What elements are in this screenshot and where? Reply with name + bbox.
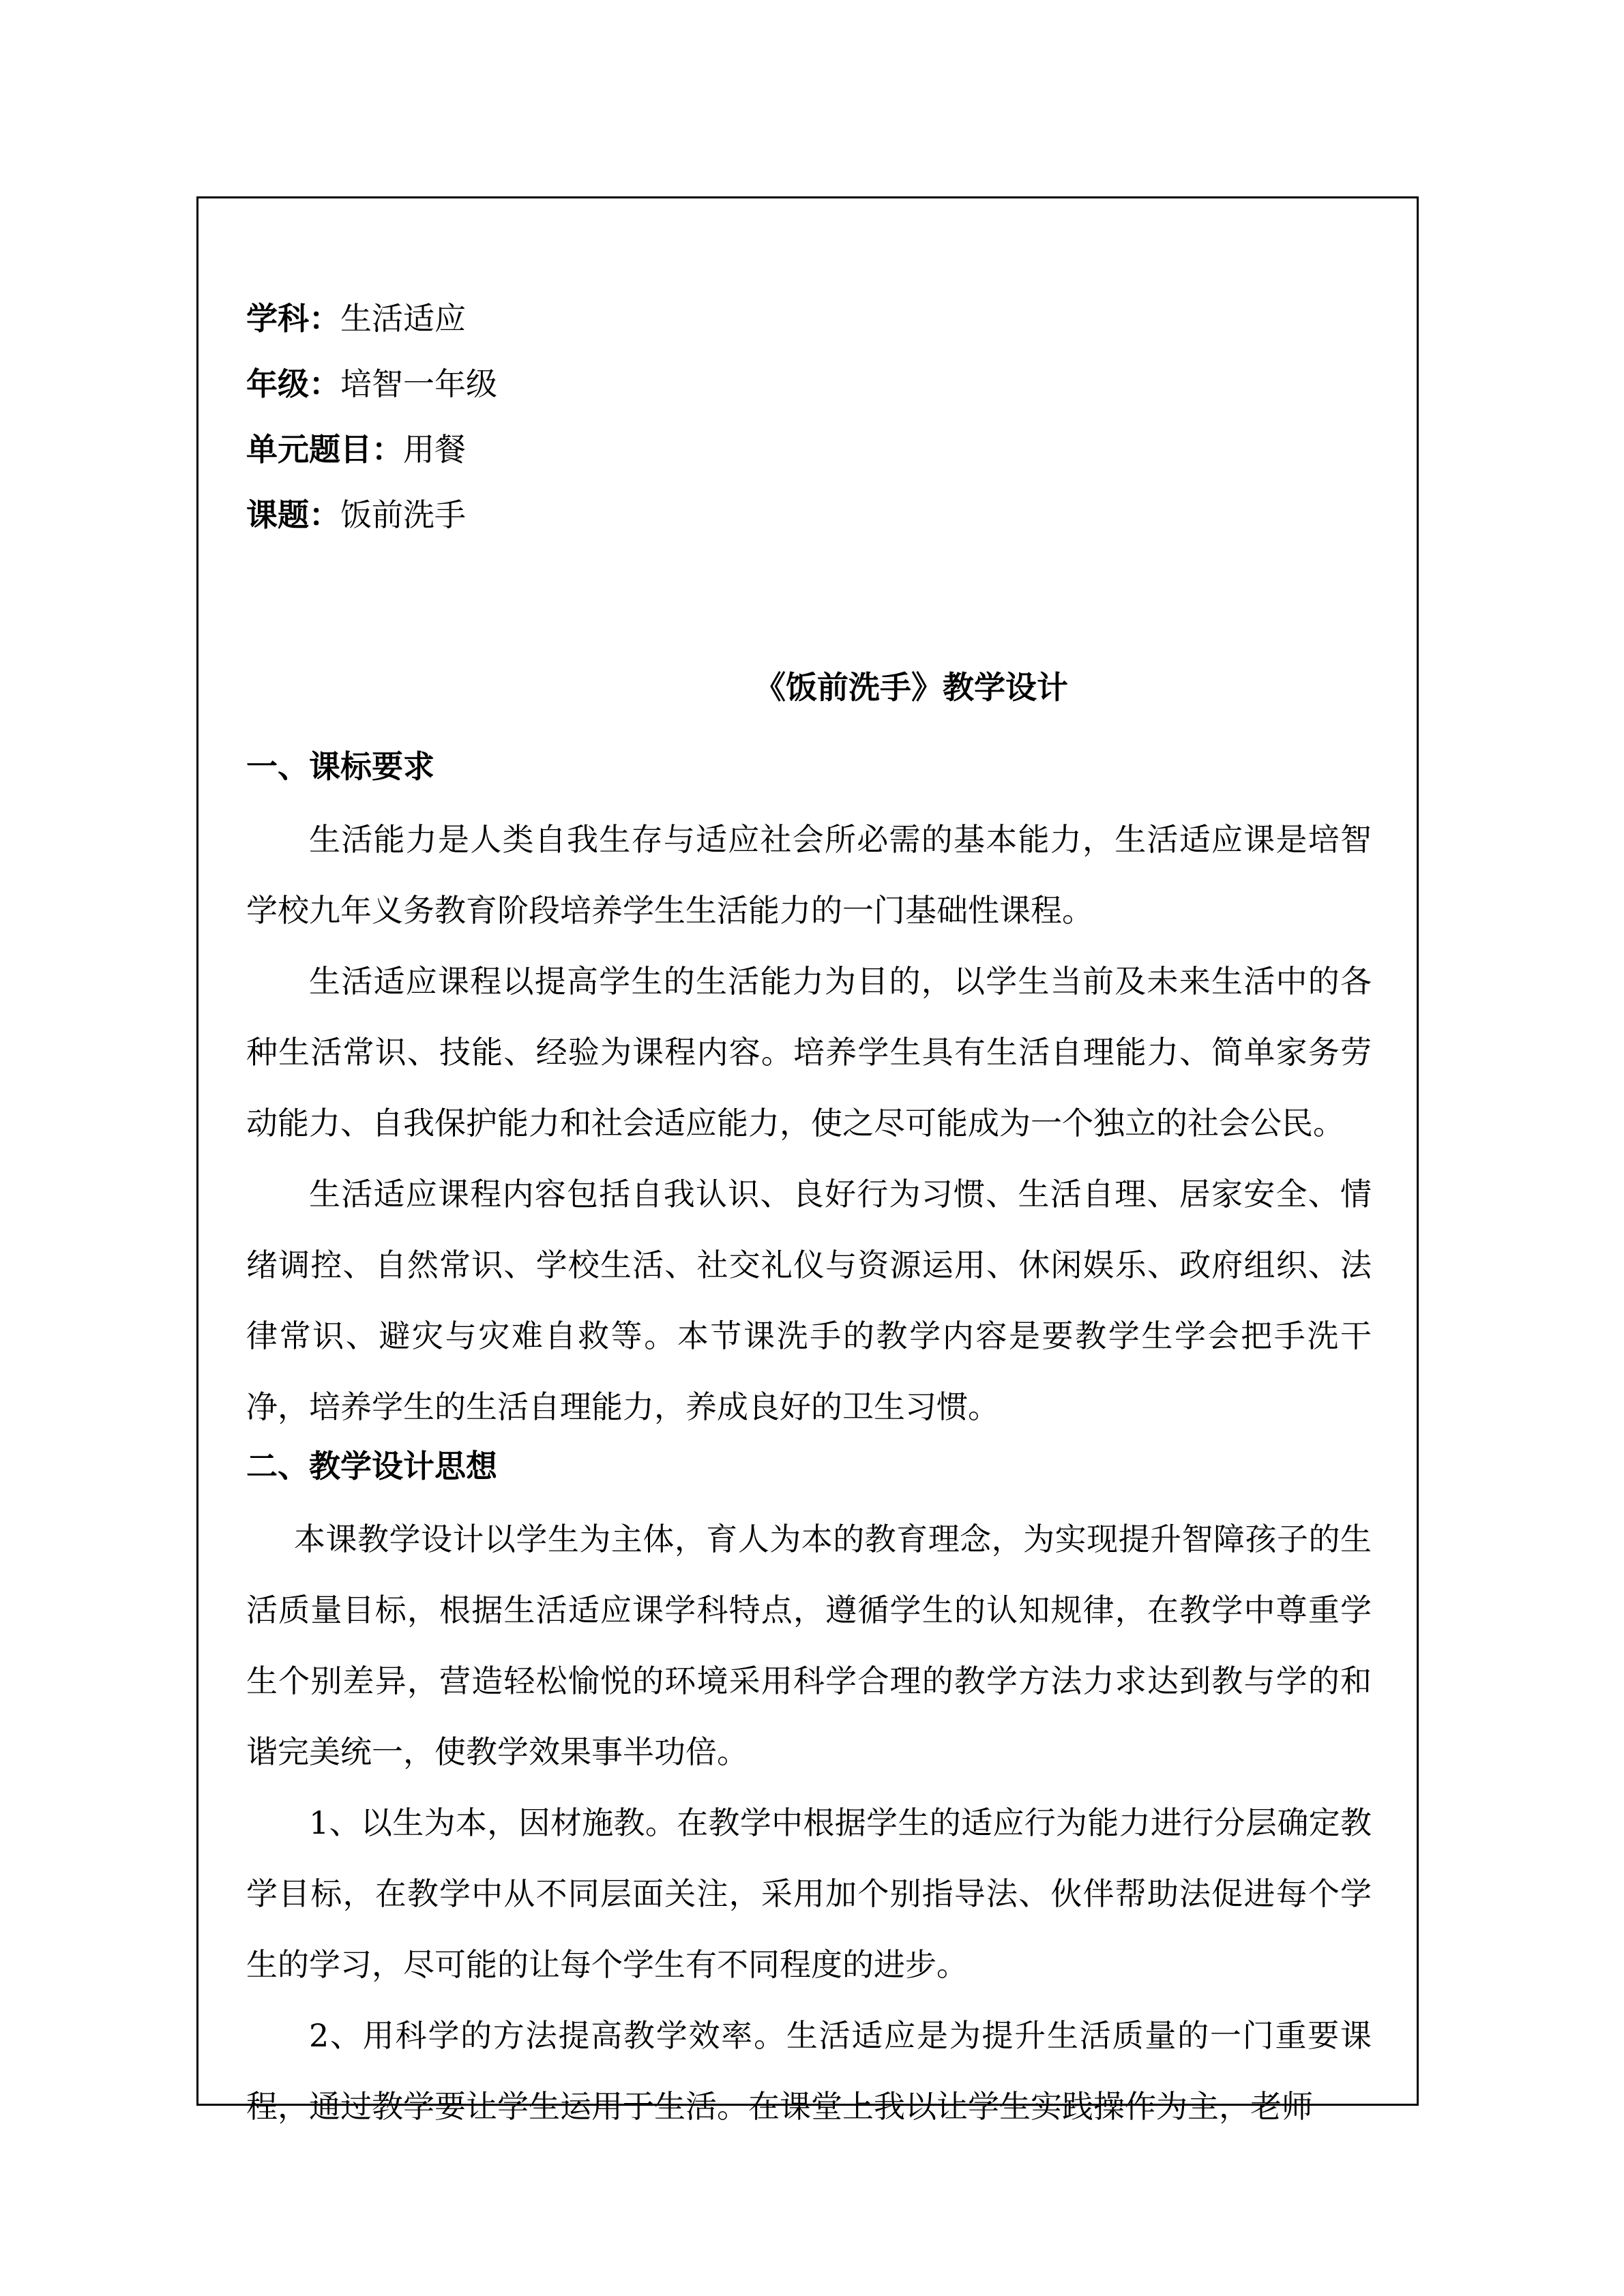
section-heading-design-ideas: 二、教学设计思想 <box>246 1448 497 1485</box>
subject-value: 生活适应 <box>340 300 466 337</box>
document-content <box>246 286 1372 2142</box>
unit-value: 用餐 <box>403 431 466 468</box>
paragraph: 生活适应课程以提高学生的生活能力为目的，以学生当前及未来生活中的各种生活常识、技能、经验为课程内容。培养学生具有生活自理能力、简单家务劳动能力、自我保护能力和社会适应能力，使之尽可能成为一个独立的社会公民。 <box>246 963 1372 1142</box>
document-frame <box>196 196 1419 2125</box>
grade-value: 培智一年级 <box>340 366 497 402</box>
lesson-label: 课题： <box>246 496 340 533</box>
paragraph: 本课教学设计以学生为主体，育人为本的教育理念，为实现提升智障孩子的生活质量目标，根据生活适应课学科特点，遵循学生的认知规律，在教学中尊重学生个别差异，营造轻松愉悦的环境采用科学合理的教学方法力求达到教与学的和谐完美统一，使教学效果事半功倍。 <box>246 1521 1372 1770</box>
grade-label: 年级： <box>246 366 340 402</box>
grade-line <box>246 351 1372 417</box>
unit-line <box>246 417 1372 482</box>
paragraph: 1、以生为本，因材施教。在教学中根据学生的适应行为能力进行分层确定教学目标，在教学中从不同层面关注，采用加个别指导法、伙伴帮助法促进每个学生的学习，尽可能的让每个学生有不同程度的进步。 <box>246 1804 1372 1983</box>
unit-label: 单元题目： <box>246 431 403 468</box>
subject-label: 学科： <box>246 300 340 337</box>
paragraph: 生活能力是人类自我生存与适应社会所必需的基本能力，生活适应课是培智学校九年义务教育阶段培养学生生活能力的一门基础性课程。 <box>246 821 1372 929</box>
lesson-line <box>246 482 1372 548</box>
lesson-value: 饭前洗手 <box>340 496 466 533</box>
section-heading-standards: 一、课标要求 <box>246 748 434 785</box>
paragraph: 生活适应课程内容包括自我认识、良好行为习惯、生活自理、居家安全、情绪调控、自然常识、学校生活、社交礼仪与资源运用、休闲娱乐、政府组织、法律常识、避灾与灾难自救等。本节课洗手的教学内容是要教学生学会把手洗干净，培养学生的生活自理能力，养成良好的卫生习惯。 <box>246 1176 1372 1425</box>
document-title: 《饭前洗手》教学设计 <box>754 669 1068 706</box>
paragraph: 2、用科学的方法提高教学效率。生活适应是为提升生活质量的一门重要课程，通过教学要让学生运用于生活。在课堂上我以让学生实践操作为主，老师 <box>246 2017 1372 2125</box>
subject-line <box>246 286 1372 351</box>
